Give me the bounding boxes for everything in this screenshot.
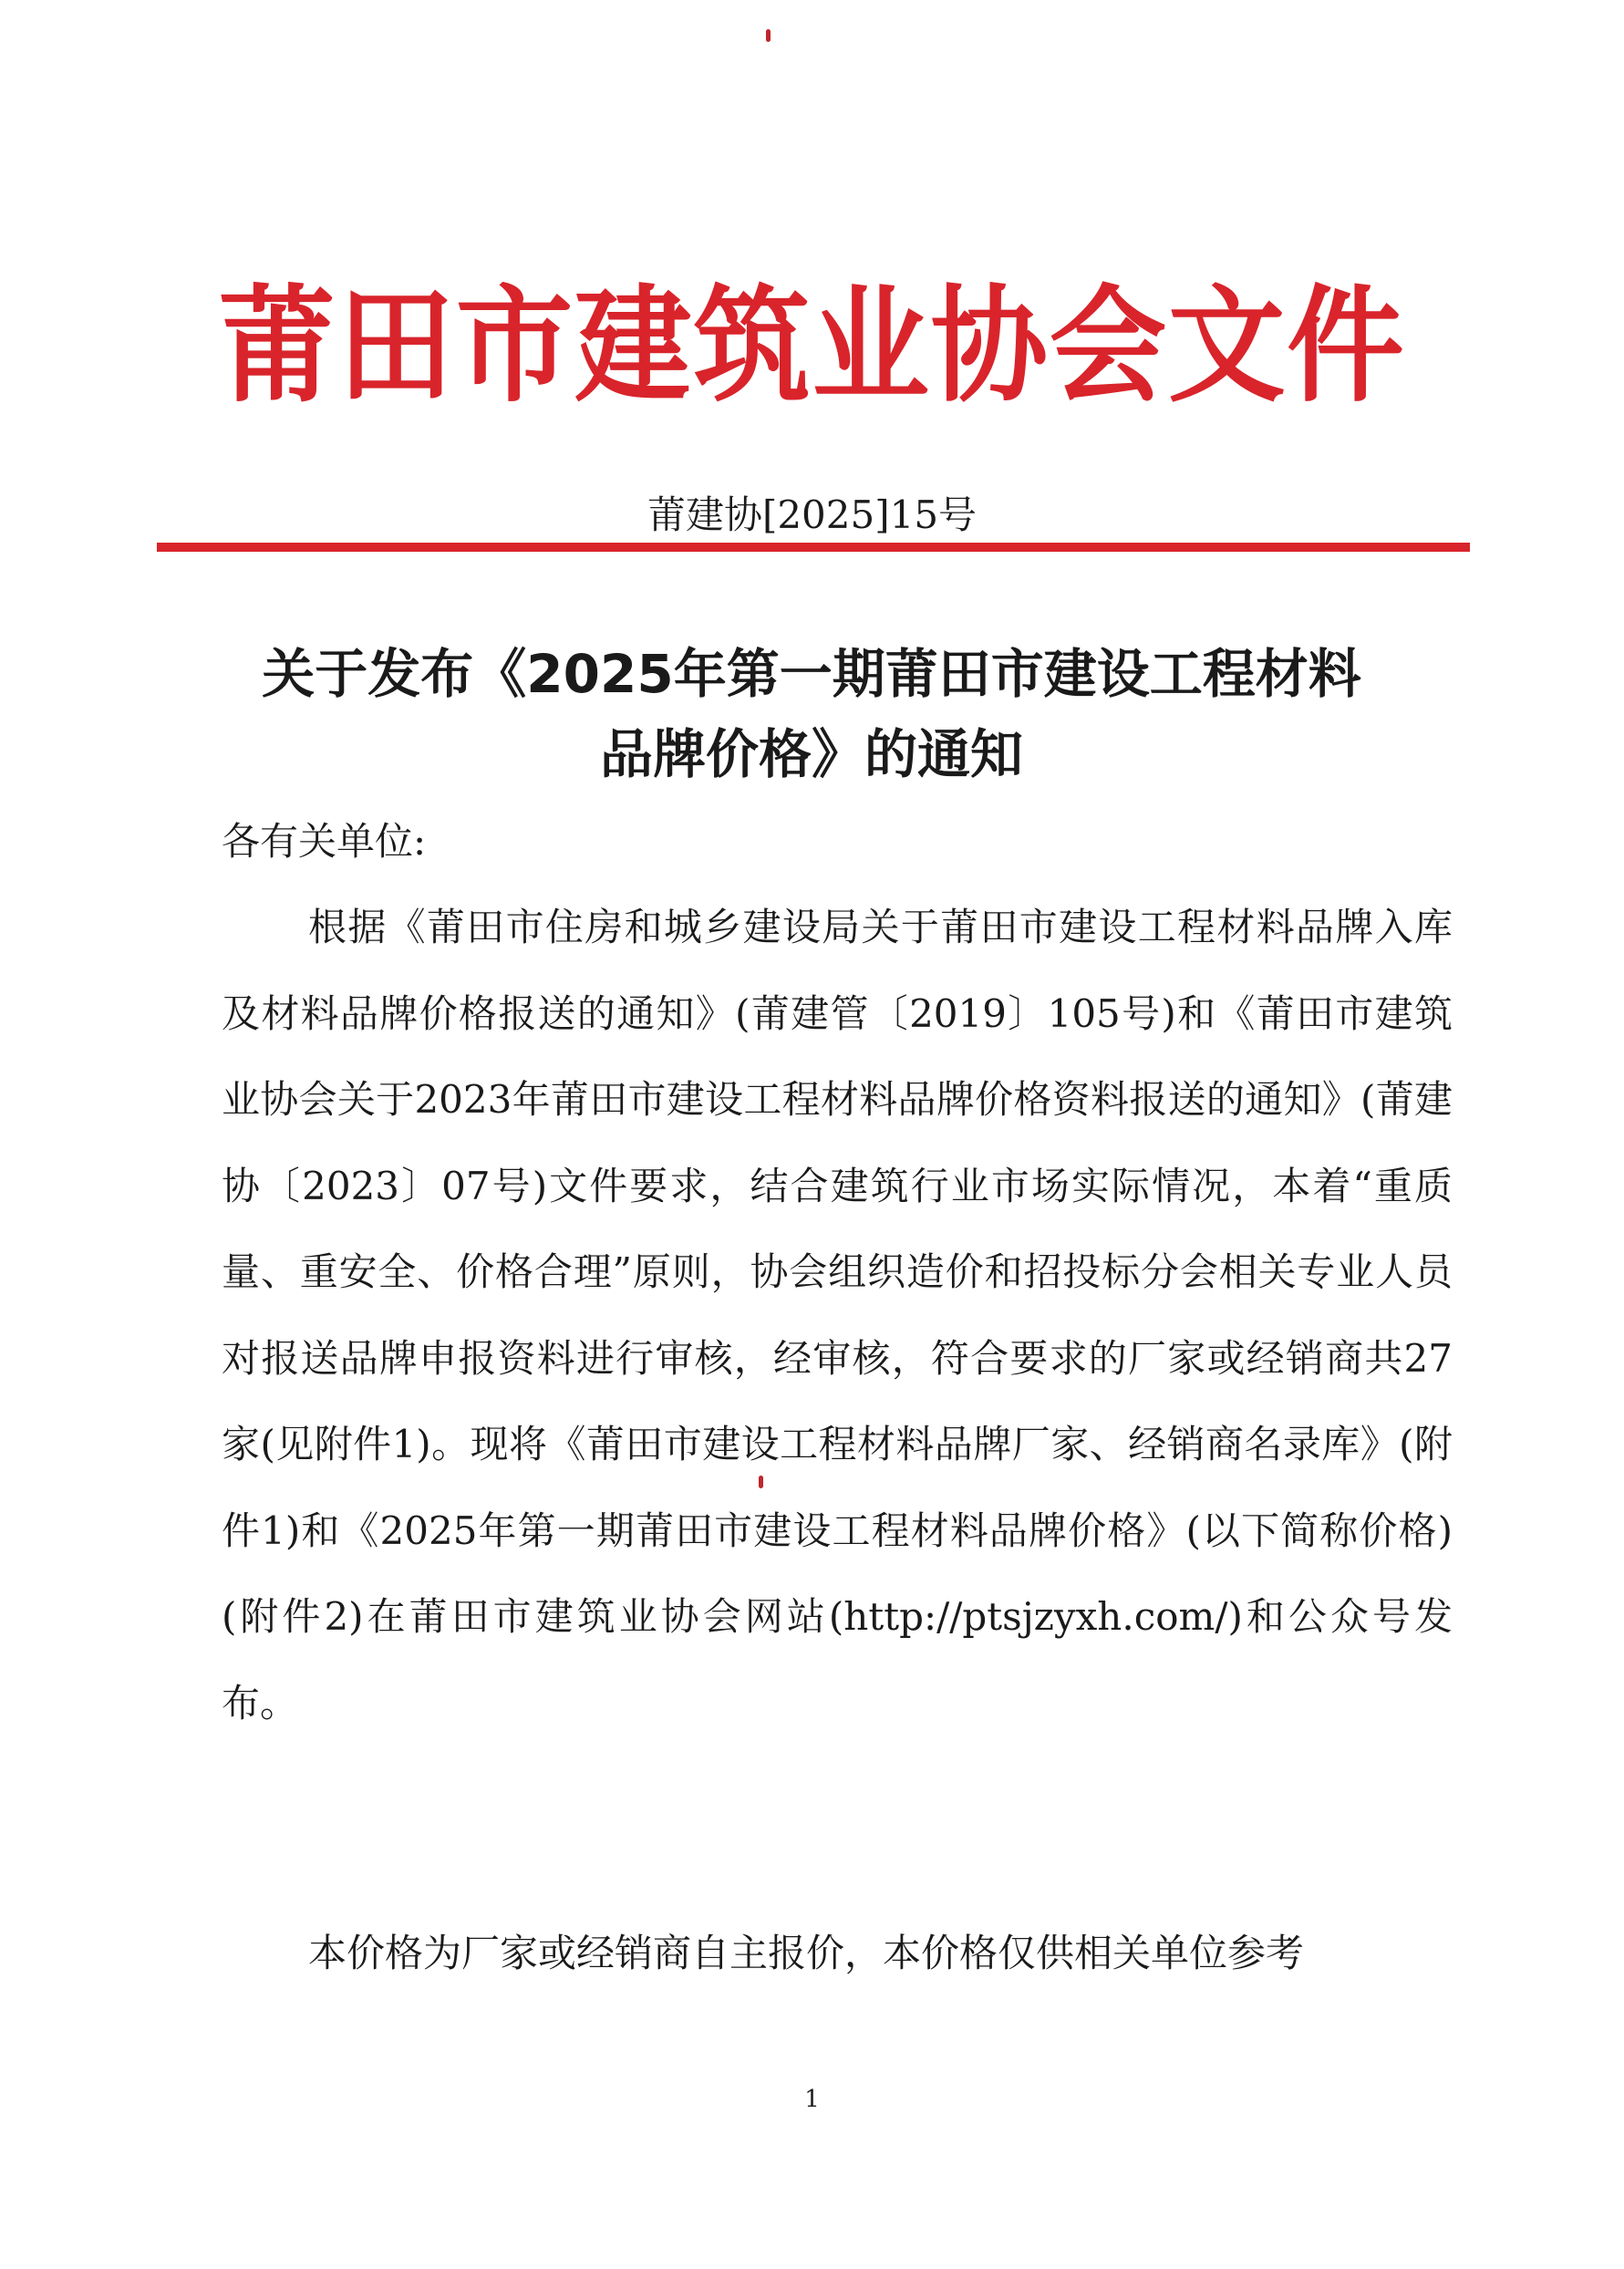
body-paragraph-1: 根据《莆田市住房和城乡建设局关于莆田市建设工程材料品牌入库及材料品牌价格报送的通知》(莆建管〔2019〕105号)和《莆田市建筑业协会关于2023年莆田市建设工程材料品牌价格资料报送的通知》(莆建协〔2023〕07号)文件要求，结合建筑行业市场实际情况，本着“重质量、重安全、价格合理”原则，协会组织造价和招投标分会相关专业人员对报送品牌申报资料进行审核，经审核，符合要求的厂家或经销商共27家(见附件1)。现将《莆田市建设工程材料品牌厂家、经销商名录库》(附件1)和《2025年第一期莆田市建设工程材料品牌价格》(以下简称价格)(附件2)在莆田市建筑业协会网站(http://ptsjzyxh.com/)和公众号发布。	[222, 905, 1453, 1725]
scan-mark	[759, 1476, 763, 1488]
notice-title-line-2: 品牌价格》的通知	[599, 723, 1023, 785]
salutation: 各有关单位:	[222, 819, 427, 864]
scan-mark	[766, 29, 771, 42]
notice-title-line-1: 关于发布《2025年第一期莆田市建设工程材料	[262, 643, 1361, 705]
organization-header: 莆田市建筑业协会文件	[218, 273, 1406, 420]
page-number: 1	[804, 2086, 820, 2113]
body-paragraph-2: 本价格为厂家或经销商自主报价，本价格仅供相关单位参考	[308, 1931, 1305, 1975]
notice-title	[146, 634, 1477, 794]
document-number: 莆建协[2025]15号	[646, 492, 978, 537]
red-divider-line	[157, 543, 1470, 552]
